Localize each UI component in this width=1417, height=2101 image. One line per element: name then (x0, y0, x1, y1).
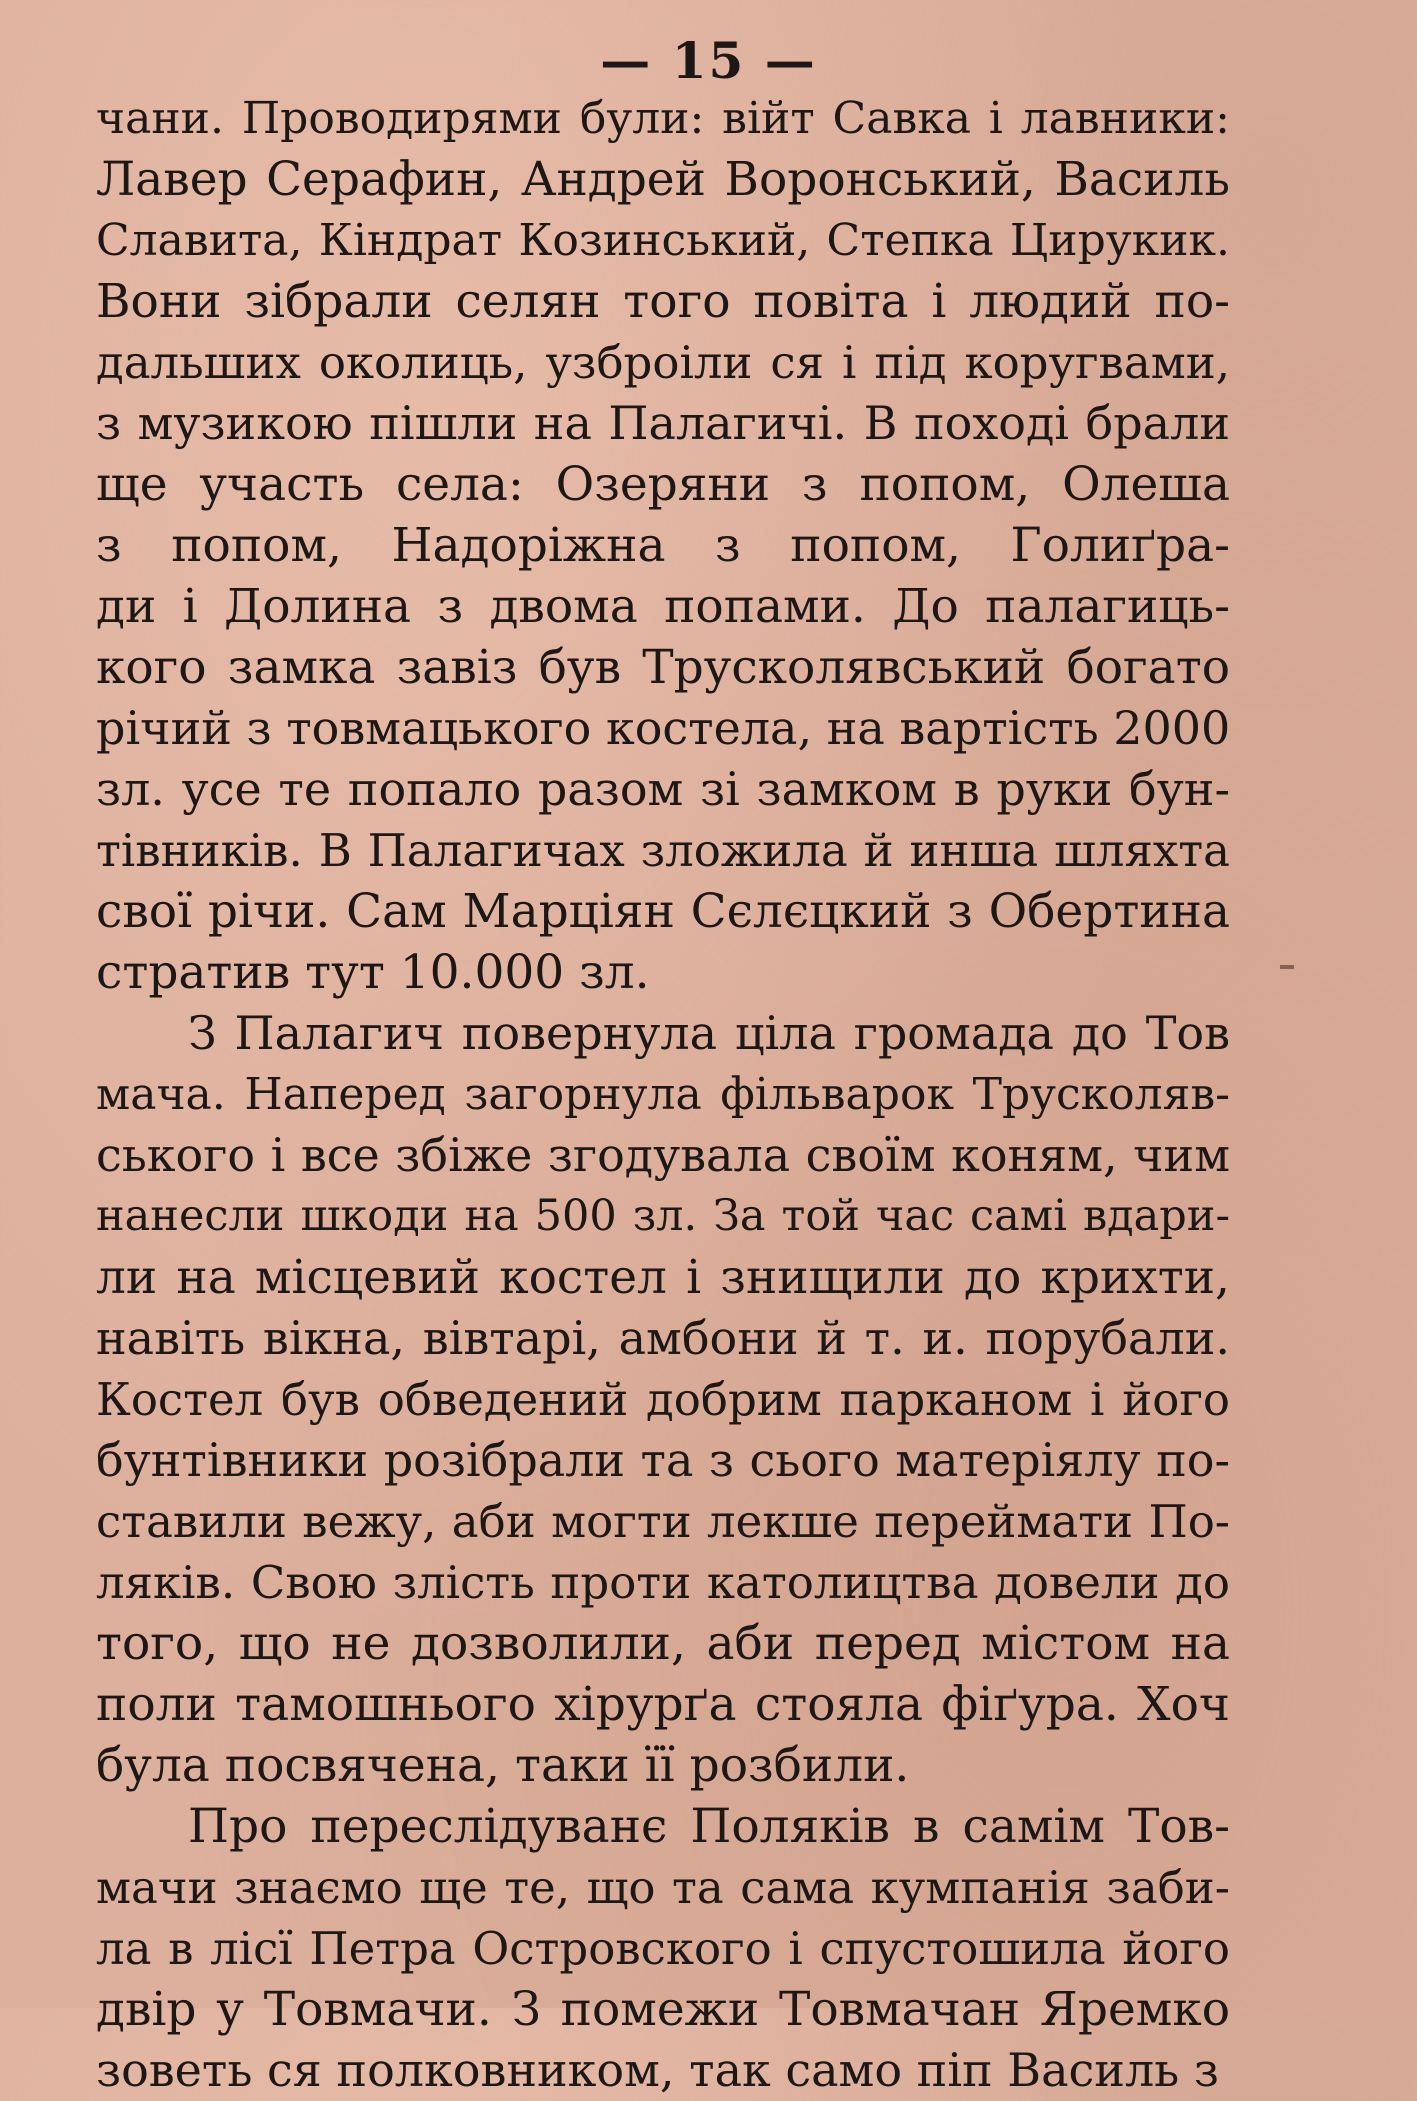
text-line: З Палагич повернула ціла громада до Тов (188, 1006, 1230, 1060)
text-line: Вони зібрали селян того повіта і людий по- (96, 274, 1230, 329)
text-line: ди і Долина з двома попами. До палагиць- (96, 579, 1230, 634)
text-line: Лавер Серафин, Андрей Воронський, Василь (96, 152, 1230, 207)
text-line: ського і все збіже згодувала своїм коням, чим (96, 1128, 1230, 1182)
text-line: ли на місцевий костел і знищили до крихти, (96, 1250, 1230, 1305)
text-line: свої річи. Сам Марціян Сєлєцкий з Обертина (96, 884, 1230, 939)
text-line: дальших околиць, узброіли ся і під коругвами, (96, 336, 1230, 389)
text-line: з музикою пішли на Палагичі. В поході брали (96, 396, 1230, 450)
text-line: бунтівники розібрали та з сього матеріялу по- (96, 1433, 1230, 1487)
paragraph (96, 1796, 1230, 2101)
page-text (96, 88, 1230, 2101)
text-line: навіть вікна, вівтарі, амбони й т. и. порубали. (96, 1311, 1230, 1365)
text-line: поли тамошнього хірурґа стояла фіґура. Хоч (96, 1677, 1230, 1732)
text-line: річий з товмацького костела, на вартість 2000 (96, 701, 1230, 755)
text-line: ще участь села: Озеряни з попом, Олеша (96, 457, 1230, 512)
paragraph (96, 88, 1230, 1003)
page-number: — 15 — (600, 31, 817, 90)
text-line: тівників. В Палагичах зложила й инша шляхта (96, 824, 1230, 877)
text-line: ставили вежу, аби могти лекше переймати По- (96, 1495, 1230, 1548)
paragraph (96, 1003, 1230, 1796)
text-line: того, що не дозволили, аби перед містом на (96, 1616, 1230, 1671)
text-line: зоветь ся полковником, так само піп Василь з (96, 2043, 1219, 2097)
text-line: чани. Проводирями були: війт Савка і лавники: (96, 93, 1230, 144)
text-line: Костел був обведений добрим парканом і його (96, 1373, 1230, 1426)
text-line: кого замка завіз був Трусколявський богато (96, 640, 1230, 695)
text-line: Славита, Кіндрат Козинський, Степка Цирукик. (96, 215, 1230, 266)
text-line: мача. Наперед загорнула фільварок Трусколяв- (96, 1069, 1230, 1120)
text-line: Про переслідуванє Поляків в самім Тов- (188, 1799, 1230, 1854)
text-line: двір у Товмачи. З помежи Товмачан Яремко (96, 1982, 1230, 2037)
text-line: зл. усе те попало разом зі замком в руки бун- (96, 762, 1230, 816)
text-line: мачи знаємо ще те, що та сама кумпанія заби- (96, 1861, 1230, 1914)
text-line: з попом, Надоріжна з попом, Голиґра- (96, 518, 1230, 573)
text-line: ляків. Свою злість проти католицтва довели до (96, 1556, 1230, 1609)
margin-mark (1280, 965, 1294, 969)
text-line: стратив тут 10.000 зл. (96, 945, 650, 1000)
text-line: була посвячена, таки її розбили. (96, 1738, 910, 1793)
text-line: ла в лісї Петра Островского і спустошила його (96, 1922, 1230, 1975)
text-line: нанесли шкоди на 500 зл. За той час самі вдари- (96, 1191, 1230, 1241)
